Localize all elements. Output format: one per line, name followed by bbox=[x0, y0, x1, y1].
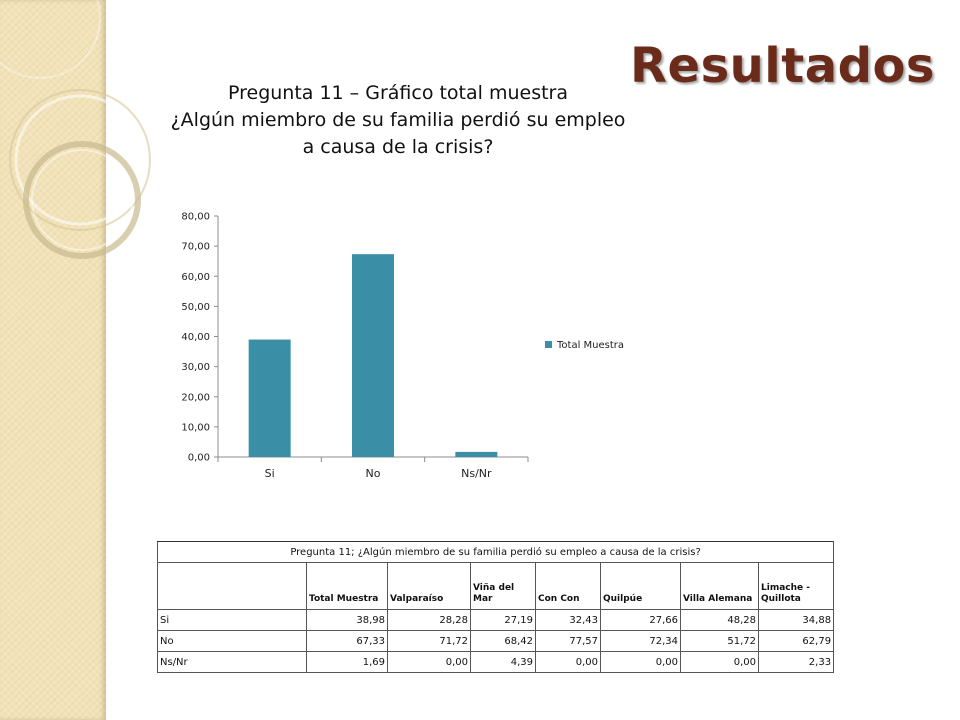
table-header-cell: Valparaíso bbox=[388, 563, 471, 610]
x-tick-label: No bbox=[365, 467, 381, 480]
table-header-cell: Con Con bbox=[536, 563, 601, 610]
x-tick-label: Ns/Nr bbox=[461, 467, 492, 480]
y-tick-label: 60,00 bbox=[181, 271, 210, 283]
y-tick-label: 50,00 bbox=[181, 301, 210, 313]
table-cell: 27,66 bbox=[601, 610, 681, 631]
table-row bbox=[158, 610, 834, 631]
table-cell: 68,42 bbox=[471, 631, 536, 652]
table-cell: 38,98 bbox=[307, 610, 388, 631]
table-header-cell: Quilpúe bbox=[601, 563, 681, 610]
table-cell: 34,88 bbox=[759, 610, 834, 631]
table-cell: 71,72 bbox=[388, 631, 471, 652]
table-row bbox=[158, 631, 834, 652]
table-header-cell: Limache - Quillota bbox=[759, 563, 834, 610]
table-cell: 32,43 bbox=[536, 610, 601, 631]
table-cell: 28,28 bbox=[388, 610, 471, 631]
table-row-label: No bbox=[158, 631, 307, 652]
table-header-row bbox=[158, 563, 834, 610]
chart-heading-line: a causa de la crisis? bbox=[302, 136, 494, 158]
table-cell: 77,57 bbox=[536, 631, 601, 652]
legend-label: Total Muestra bbox=[557, 340, 625, 351]
table-row-label: Si bbox=[158, 610, 307, 631]
table-cell: 62,79 bbox=[759, 631, 834, 652]
table-header-cell: Villa Alemana bbox=[681, 563, 759, 610]
table-cell: 67,33 bbox=[307, 631, 388, 652]
table-cell: 2,33 bbox=[759, 652, 834, 673]
table-header-cell: Total Muestra bbox=[307, 563, 388, 610]
table-caption: Pregunta 11; ¿Algún miembro de su familia perdió su empleo a causa de la crisis? bbox=[158, 542, 834, 563]
table-cell: 0,00 bbox=[681, 652, 759, 673]
table-header-cell bbox=[158, 563, 307, 610]
y-tick-label: 0,00 bbox=[187, 452, 210, 464]
bar bbox=[249, 340, 291, 457]
table-cell: 72,34 bbox=[601, 631, 681, 652]
table-cell: 1,69 bbox=[307, 652, 388, 673]
y-tick-label: 80,00 bbox=[181, 211, 210, 223]
y-tick-label: 20,00 bbox=[181, 392, 210, 404]
table-cell: 27,19 bbox=[471, 610, 536, 631]
table-cell: 51,72 bbox=[681, 631, 759, 652]
results-table bbox=[157, 541, 834, 673]
table-cell: 0,00 bbox=[536, 652, 601, 673]
chart-heading-line: ¿Algún miembro de su familia perdió su empleo bbox=[170, 109, 626, 131]
y-tick-label: 30,00 bbox=[181, 362, 210, 374]
table-cell: 4,39 bbox=[471, 652, 536, 673]
table-row-label: Ns/Nr bbox=[158, 652, 307, 673]
bar bbox=[352, 254, 394, 457]
legend-swatch bbox=[545, 341, 552, 348]
x-tick-label: Si bbox=[264, 467, 275, 480]
y-tick-label: 40,00 bbox=[181, 332, 210, 343]
y-tick-label: 70,00 bbox=[181, 241, 210, 253]
chart-heading-line: Pregunta 11 – Gráfico total muestra bbox=[227, 82, 569, 104]
table-header-cell: Viña del Mar bbox=[471, 563, 536, 610]
y-tick-label: 10,00 bbox=[181, 422, 210, 434]
table-cell: 0,00 bbox=[388, 652, 471, 673]
table-cell: 0,00 bbox=[601, 652, 681, 673]
slide-title: Resultados bbox=[630, 38, 935, 94]
results-table-container bbox=[157, 541, 833, 673]
table-cell: 48,28 bbox=[681, 610, 759, 631]
bar bbox=[455, 452, 497, 457]
table-row bbox=[158, 652, 834, 673]
